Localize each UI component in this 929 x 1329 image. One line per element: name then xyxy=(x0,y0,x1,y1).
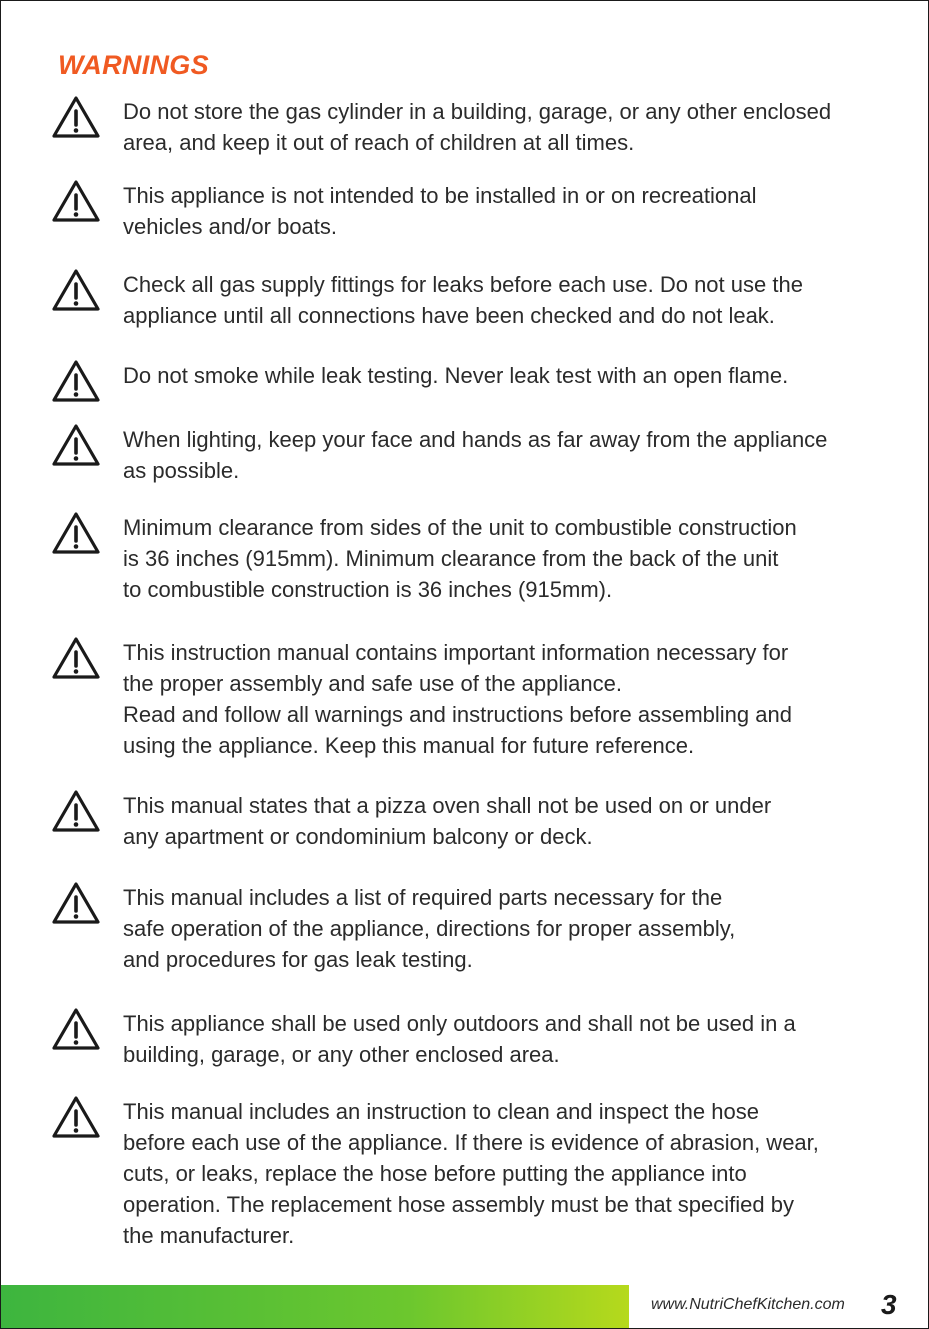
warning-text xyxy=(123,180,883,242)
warning-text-line: This manual includes an instruction to clean and inspect the hose xyxy=(123,1099,759,1124)
warning-text-line: cuts, or leaks, replace the hose before putting the appliance into xyxy=(123,1161,747,1186)
warning-text xyxy=(123,512,883,605)
warning-text-line: appliance until all connections have been checked and do not leak. xyxy=(123,303,775,328)
warning-triangle-icon xyxy=(50,93,102,141)
warning-triangle-icon xyxy=(50,509,102,557)
warning-text-line: This instruction manual contains important information necessary for xyxy=(123,640,789,665)
warning-text xyxy=(123,790,883,852)
warning-text-line: is 36 inches (915mm). Minimum clearance from the back of the unit xyxy=(123,546,779,571)
warning-triangle-icon xyxy=(50,421,102,469)
warning-text xyxy=(123,424,883,486)
warning-text-line: Check all gas supply fittings for leaks before each use. Do not use the xyxy=(123,272,803,297)
warning-text-line: Read and follow all warnings and instructions before assembling and xyxy=(123,702,792,727)
warning-triangle-icon xyxy=(50,1093,102,1141)
warning-text xyxy=(123,637,883,761)
warning-triangle-icon xyxy=(50,787,102,835)
warning-triangle-icon xyxy=(50,266,102,314)
warning-text-line: the manufacturer. xyxy=(123,1223,295,1248)
warning-text-line: area, and keep it out of reach of children at all times. xyxy=(123,130,635,155)
warning-text-line: any apartment or condominium balcony or deck. xyxy=(123,824,593,849)
warning-text-line: before each use of the appliance. If there is evidence of abrasion, wear, xyxy=(123,1130,819,1155)
warning-text-line: This appliance is not intended to be installed in or on recreational xyxy=(123,183,757,208)
warning-text-line: Minimum clearance from sides of the unit to combustible construction xyxy=(123,515,797,540)
warning-text-line: This manual states that a pizza oven shall not be used on or under xyxy=(123,793,772,818)
warning-text xyxy=(123,96,883,158)
warning-text xyxy=(123,360,883,391)
warning-text-line: and procedures for gas leak testing. xyxy=(123,947,473,972)
warning-text xyxy=(123,1096,883,1251)
warning-triangle-icon xyxy=(50,357,102,405)
warning-text-line: When lighting, keep your face and hands as far away from the appliance xyxy=(123,427,828,452)
warning-text-line: safe operation of the appliance, directions for proper assembly, xyxy=(123,916,736,941)
warning-text xyxy=(123,1008,883,1070)
warning-triangle-icon xyxy=(50,177,102,225)
warning-text-line: Do not smoke while leak testing. Never leak test with an open flame. xyxy=(123,363,789,388)
footer-url: www.NutriChefKitchen.com xyxy=(651,1296,845,1313)
warning-text xyxy=(123,882,883,975)
page-number: 3 xyxy=(881,1289,897,1320)
warning-text-line: to combustible construction is 36 inches (915mm). xyxy=(123,577,613,602)
warning-text-line: as possible. xyxy=(123,458,240,483)
warning-triangle-icon xyxy=(50,879,102,927)
page-title: WARNINGS xyxy=(58,50,209,80)
warning-text-line: vehicles and/or boats. xyxy=(123,214,338,239)
warning-text xyxy=(123,269,883,331)
warning-text-line: building, garage, or any other enclosed area. xyxy=(123,1042,560,1067)
warning-text-line: the proper assembly and safe use of the appliance. xyxy=(123,671,622,696)
warning-triangle-icon xyxy=(50,1005,102,1053)
warning-text-line: Do not store the gas cylinder in a building, garage, or any other enclosed xyxy=(123,99,832,124)
warning-text-line: using the appliance. Keep this manual for future reference. xyxy=(123,733,695,758)
footer xyxy=(1,1285,928,1328)
footer-gradient-bar xyxy=(1,1285,629,1328)
warning-text-line: This manual includes a list of required parts necessary for the xyxy=(123,885,723,910)
warning-triangle-icon xyxy=(50,634,102,682)
warning-text-line: operation. The replacement hose assembly must be that specified by xyxy=(123,1192,794,1217)
warning-text-line: This appliance shall be used only outdoors and shall not be used in a xyxy=(123,1011,796,1036)
